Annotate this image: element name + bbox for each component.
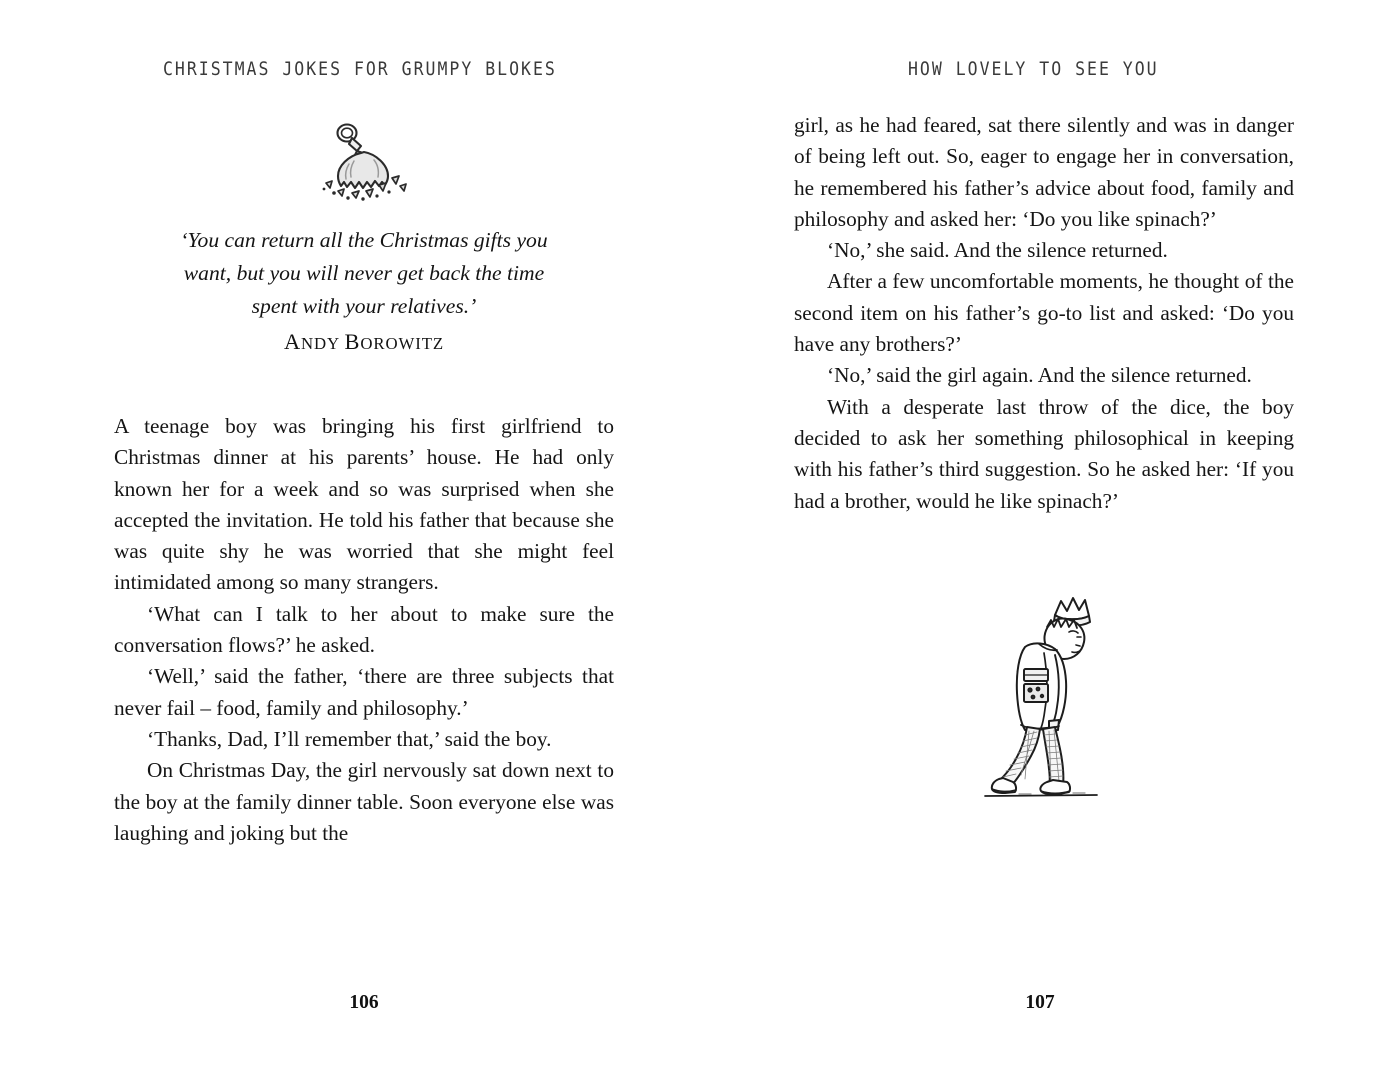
paragraph: ‘Thanks, Dad, I’ll remember that,’ said the boy. bbox=[147, 726, 552, 751]
folio-recto: 107 bbox=[1025, 992, 1055, 1013]
paragraph: ‘Well,’ said the father, ‘there are three subjects that never fail – food, family and philosophy.’ bbox=[114, 664, 614, 720]
paragraph: On Christmas Day, the girl nervously sat down next to the boy at the family dinner table. Soon everyone else was laughing and joking but the bbox=[114, 758, 614, 845]
recto-page bbox=[794, 110, 1294, 805]
paragraph: A teenage boy was bringing his first girlfriend to Christmas dinner at his parents’ house. He had only known her for a week and so was surprised when she accepted the invitation. He told his father that because she was quite shy he was worried that she might feel intimidated among so many strangers. bbox=[114, 414, 614, 595]
running-head-verso: CHRISTMAS JOKES FOR GRUMPY BLOKES bbox=[163, 58, 557, 80]
broken-christmas-bauble-icon bbox=[114, 110, 614, 202]
paragraph: ‘No,’ she said. And the silence returned. bbox=[827, 238, 1168, 263]
epigraph-line-1: ‘You can return all the Christmas gifts you bbox=[180, 228, 548, 252]
paragraph: girl, as he had feared, sat there silently and was in danger of being left out. So, eager to engage her in conversation, he remembered his father’s advice about food, family and philosophy and asked her: ‘Do you like spinach?’ bbox=[794, 113, 1294, 231]
paragraph: After a few uncomfortable moments, he thought of the second item on his father’s go-to list and asked: ‘Do you have any brothers?’ bbox=[794, 269, 1294, 357]
attribution-initial-a: A bbox=[283, 329, 302, 354]
epigraph-line-2: want, but you will never get back the time bbox=[183, 261, 545, 285]
running-head-recto: HOW LOVELY TO SEE YOU bbox=[908, 58, 1159, 80]
verso-body-text bbox=[114, 411, 614, 849]
paragraph: ‘No,’ said the girl again. And the silence returned. bbox=[827, 363, 1252, 388]
paragraph: With a desperate last throw of the dice, the boy decided to ask her something philosophical in keeping with his father’s third suggestion. So he asked her: ‘If you had a brother, would he like spinach?’ bbox=[794, 394, 1294, 513]
dejected-boy-in-paper-crown-icon bbox=[794, 589, 1294, 805]
epigraph-quote bbox=[132, 224, 596, 323]
epigraph-attribution bbox=[114, 329, 614, 355]
epigraph-line-3: spent with your relatives.’ bbox=[251, 294, 477, 318]
recto-body-text bbox=[794, 110, 1294, 517]
verso-page bbox=[114, 110, 614, 849]
attribution-andy-rest: NDY bbox=[301, 334, 345, 353]
attribution-borowitz-rest: OROWITZ bbox=[360, 334, 445, 353]
folio-verso: 106 bbox=[349, 992, 379, 1013]
paragraph: ‘What can I talk to her about to make sure the conversation flows?’ he asked. bbox=[114, 601, 614, 658]
attribution-initial-b: B bbox=[344, 329, 361, 354]
epigraph-spacer bbox=[114, 355, 614, 411]
